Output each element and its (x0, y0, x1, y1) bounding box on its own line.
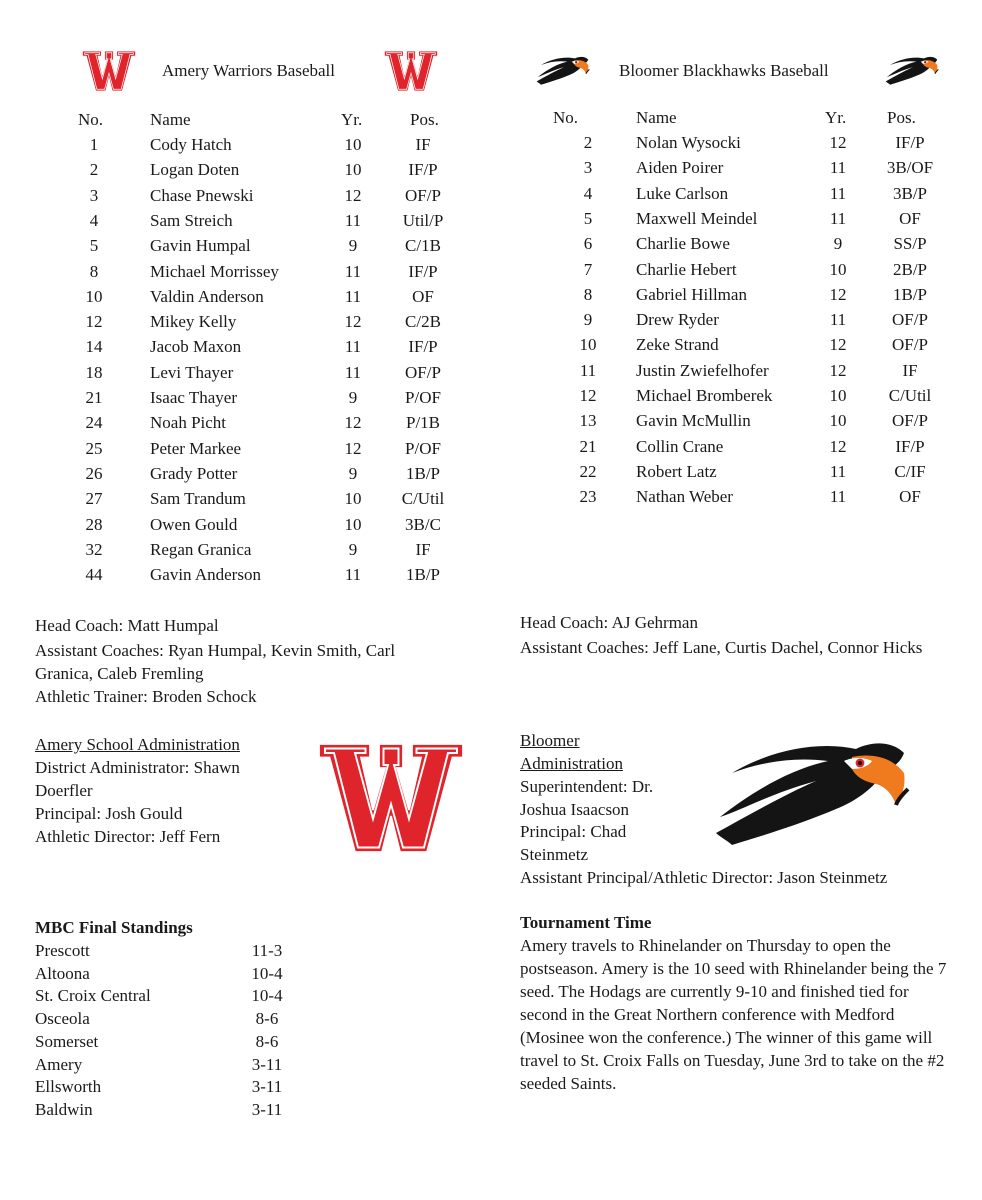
player-name: Charlie Hebert (636, 259, 737, 279)
player-year: 10 (829, 411, 847, 431)
col-name-header: Name (636, 108, 677, 127)
player-year: 12 (344, 438, 362, 458)
table-row (0, 360, 491, 385)
player-name: Levi Thayer (150, 362, 234, 382)
player-year: 10 (344, 160, 362, 180)
player-position: 1B/P (892, 284, 928, 304)
player-number: 12 (579, 386, 597, 405)
player-year: 11 (829, 158, 847, 178)
table-row (0, 309, 491, 334)
bloomer-assistant-coaches: Assistant Coaches: Jeff Lane, Curtis Dachel, Connor Hicks (520, 638, 923, 657)
player-number: 5 (583, 208, 593, 228)
player-year: 12 (344, 413, 362, 433)
table-row (491, 383, 982, 408)
player-name: Drew Ryder (636, 310, 719, 330)
player-position: IF/P (408, 261, 438, 281)
player-year: 11 (829, 487, 847, 507)
player-number: 8 (583, 284, 593, 304)
table-row (0, 284, 491, 309)
amery-roster-header (0, 107, 491, 132)
table-row (0, 233, 491, 258)
player-year: 11 (829, 208, 847, 228)
player-position: OF (412, 286, 434, 306)
player-number: 3 (583, 158, 593, 178)
table-row (0, 208, 491, 233)
table-row (0, 410, 491, 435)
standings-record: 10-4 (251, 986, 283, 1006)
player-number: 32 (85, 539, 103, 559)
amery-w-logo-icon (80, 50, 138, 92)
player-number: 6 (583, 234, 593, 254)
player-position: C/2B (405, 312, 441, 332)
player-year: 9 (348, 463, 358, 483)
player-year: 9 (348, 236, 358, 256)
player-name: Gavin Humpal (150, 236, 251, 256)
player-name: Noah Picht (150, 413, 227, 433)
table-row (35, 939, 335, 962)
amery-w-logo-icon-right (382, 50, 440, 92)
player-year: 12 (344, 312, 362, 332)
table-row (35, 962, 335, 985)
player-name: Grady Potter (150, 463, 238, 483)
player-year: 10 (344, 514, 362, 534)
player-number: 4 (89, 210, 99, 230)
blackhawk-logo-icon-right (881, 54, 943, 88)
player-position: SS/P (893, 234, 927, 254)
player-year: 11 (344, 565, 362, 585)
table-row (0, 461, 491, 486)
table-row (491, 408, 982, 433)
col-pos-header: Pos. (887, 108, 916, 127)
player-number: 14 (85, 337, 103, 357)
player-name: Maxwell Meindel (636, 208, 758, 228)
player-position: 2B/P (892, 259, 928, 279)
standings-team: Altoona (35, 963, 90, 983)
col-no-header: No. (553, 108, 579, 127)
player-name: Cody Hatch (150, 135, 232, 154)
bloomer-superintendent: Superintendent: Dr. Joshua Isaacson (520, 777, 654, 819)
player-position: OF/P (892, 411, 928, 431)
amery-principal: Principal: Josh Gould (35, 804, 183, 823)
player-name: Zeke Strand (636, 335, 719, 355)
player-number: 26 (85, 463, 103, 483)
player-name: Logan Doten (150, 160, 240, 180)
player-number: 2 (89, 160, 99, 180)
player-number: 4 (583, 183, 593, 203)
table-row (0, 562, 491, 587)
player-name: Nathan Weber (636, 487, 733, 507)
amery-admin-heading: Amery School Administration (35, 735, 240, 754)
player-position: C/IF (894, 461, 926, 481)
player-position: P/OF (405, 438, 441, 458)
bloomer-roster-table (491, 105, 982, 505)
player-year: 10 (344, 135, 362, 154)
table-row (0, 537, 491, 562)
standings-team: Amery (35, 1054, 83, 1074)
player-number: 10 (85, 286, 103, 306)
player-number: 5 (89, 236, 99, 256)
player-number: 10 (579, 335, 597, 355)
player-position: OF/P (405, 185, 441, 205)
player-name: Aiden Poirer (636, 158, 724, 178)
table-row (0, 334, 491, 359)
standings-table (35, 939, 335, 1129)
amery-district-admin: District Administrator: Shawn Doerfler (35, 758, 240, 800)
player-name: Robert Latz (636, 461, 717, 481)
player-name: Gavin McMullin (636, 411, 751, 431)
bloomer-title: Bloomer Blackhawks Baseball (619, 61, 829, 80)
table-row (491, 307, 982, 332)
col-pos-header: Pos. (410, 110, 439, 129)
table-row (35, 1098, 335, 1121)
table-row (491, 257, 982, 282)
amery-assistant-coaches: Assistant Coaches: Ryan Humpal, Kevin Smith, Carl Granica, Caleb Fremling (35, 641, 396, 683)
amery-title: Amery Warriors Baseball (162, 61, 335, 80)
player-year: 12 (344, 185, 362, 205)
player-year: 9 (833, 234, 843, 254)
player-number: 1 (89, 135, 99, 154)
standings-record: 11-3 (251, 941, 283, 960)
table-row (491, 181, 982, 206)
player-number: 9 (583, 310, 593, 330)
player-number: 13 (579, 411, 597, 431)
player-name: Jacob Maxon (150, 337, 242, 357)
player-position: IF/P (408, 337, 438, 357)
amery-athletic-director: Athletic Director: Jeff Fern (35, 827, 221, 846)
player-name: Sam Streich (150, 210, 233, 230)
player-number: 21 (579, 436, 597, 456)
player-position: 3B/C (405, 514, 441, 534)
standings-record: 8-6 (255, 1009, 279, 1029)
player-name: Chase Pnewski (150, 185, 254, 205)
player-position: OF/P (892, 310, 928, 330)
table-row (491, 459, 982, 484)
player-number: 25 (85, 438, 103, 458)
player-year: 11 (344, 286, 362, 306)
col-no-header: No. (78, 110, 104, 129)
table-row (491, 484, 982, 509)
table-row (491, 358, 982, 383)
player-position: IF (415, 135, 431, 154)
amery-athletic-trainer: Athletic Trainer: Broden Schock (35, 687, 257, 706)
player-name: Justin Zwiefelhofer (636, 360, 769, 380)
player-position: 3B/OF (886, 158, 934, 178)
standings-record: 8-6 (255, 1031, 279, 1051)
player-number: 11 (579, 360, 597, 380)
bloomer-admin-heading-line1: Bloomer (520, 731, 580, 750)
player-name: Regan Granica (150, 539, 252, 559)
player-number: 27 (85, 489, 103, 509)
player-number: 7 (583, 259, 593, 279)
player-position: OF/P (405, 362, 441, 382)
player-year: 12 (829, 335, 847, 355)
table-row (0, 512, 491, 537)
table-row (35, 1030, 335, 1053)
tournament-body: Amery travels to Rhinelander on Thursday to open the postseason. Amery is the 10 seed with Rhinelander being the 7 seed. The Hodags are currently 9-10 and finished tied for second in the Great Northern conference with Medford (Mosinee won the conference.) The winner of this game will travel to St. Croix Falls on Tuesday, June 3rd to take on the #2 seeded Saints. (520, 936, 947, 1093)
player-name: Sam Trandum (150, 489, 246, 509)
table-row (491, 231, 982, 256)
player-position: C/Util (401, 489, 445, 509)
player-name: Owen Gould (150, 514, 238, 534)
table-row (491, 332, 982, 357)
player-number: 12 (85, 312, 103, 332)
table-row (0, 132, 491, 157)
player-name: Valdin Anderson (150, 286, 264, 306)
player-year: 10 (344, 489, 362, 509)
blackhawk-logo-icon (532, 54, 594, 88)
player-number: 21 (85, 388, 103, 407)
player-name: Michael Bromberek (636, 386, 773, 405)
player-year: 12 (829, 133, 847, 152)
standings-team: Baldwin (35, 1099, 93, 1119)
standings-team: Somerset (35, 1031, 99, 1051)
player-year: 11 (829, 461, 847, 481)
player-number: 22 (579, 461, 597, 481)
player-position: P/OF (405, 388, 441, 407)
bloomer-principal: Principal: Chad Steinmetz (520, 822, 627, 864)
bloomer-admin-heading-line2: Administration (520, 754, 623, 773)
player-name: Nolan Wysocki (636, 133, 741, 152)
player-position: IF/P (895, 436, 925, 456)
amery-w-logo-large-icon (306, 741, 476, 855)
player-year: 11 (829, 310, 847, 330)
player-name: Peter Markee (150, 438, 242, 458)
table-row (491, 130, 982, 155)
table-row (35, 1007, 335, 1030)
player-name: Mikey Kelly (150, 312, 237, 332)
table-row (491, 206, 982, 231)
standings-record: 3-11 (251, 1077, 283, 1097)
bloomer-roster-header (491, 105, 982, 130)
table-row (35, 1053, 335, 1076)
standings-record: 10-4 (251, 963, 283, 983)
table-row (35, 1075, 335, 1098)
player-year: 11 (344, 210, 362, 230)
player-year: 9 (348, 388, 358, 407)
player-position: 1B/P (405, 463, 441, 483)
player-position: OF (899, 487, 921, 507)
player-number: 24 (85, 413, 103, 433)
table-row (0, 486, 491, 511)
player-name: Gavin Anderson (150, 565, 261, 585)
bloomer-head-coach: Head Coach: AJ Gehrman (520, 613, 698, 632)
player-position: P/1B (405, 413, 441, 433)
player-number: 28 (85, 514, 103, 534)
player-name: Gabriel Hillman (636, 284, 747, 304)
table-row (0, 385, 491, 410)
player-number: 23 (579, 487, 597, 507)
player-position: OF (899, 208, 921, 228)
player-number: 2 (583, 133, 593, 152)
table-row (0, 157, 491, 182)
player-year: 12 (829, 436, 847, 456)
standings-record: 3-11 (251, 1099, 283, 1119)
player-position: IF/P (408, 160, 438, 180)
player-name: Collin Crane (636, 436, 724, 456)
player-position: OF/P (892, 335, 928, 355)
table-row (0, 183, 491, 208)
table-row (0, 259, 491, 284)
standings-record: 3-11 (251, 1054, 283, 1074)
table-row (491, 155, 982, 180)
amery-head-coach: Head Coach: Matt Humpal (35, 616, 219, 635)
player-year: 10 (829, 386, 847, 405)
player-year: 12 (829, 360, 847, 380)
amery-roster-table (0, 107, 491, 587)
player-number: 8 (89, 261, 99, 281)
player-name: Charlie Bowe (636, 234, 730, 254)
player-number: 3 (89, 185, 99, 205)
table-row (0, 436, 491, 461)
player-year: 11 (344, 362, 362, 382)
player-year: 10 (829, 259, 847, 279)
col-yr-header: Yr. (825, 108, 847, 127)
standings-team: St. Croix Central (35, 986, 151, 1006)
standings-team: Ellsworth (35, 1077, 102, 1097)
standings-team: Prescott (35, 941, 90, 960)
blackhawk-logo-large-icon (712, 733, 912, 857)
player-name: Luke Carlson (636, 183, 729, 203)
col-name-header: Name (150, 110, 191, 129)
standings-title: MBC Final Standings (35, 918, 193, 937)
player-name: Isaac Thayer (150, 388, 237, 407)
player-name: Michael Morrissey (150, 261, 279, 281)
player-year: 9 (348, 539, 358, 559)
player-position: Util/P (402, 210, 444, 230)
table-row (491, 434, 982, 459)
player-number: 44 (85, 565, 103, 585)
player-position: IF (902, 360, 918, 380)
tournament-title: Tournament Time (520, 913, 652, 932)
col-yr-header: Yr. (341, 110, 363, 129)
player-position: IF/P (895, 133, 925, 152)
bloomer-ap-ad: Assistant Principal/Athletic Director: Jason Steinmetz (520, 868, 888, 887)
player-position: C/1B (405, 236, 441, 256)
player-position: 1B/P (405, 565, 441, 585)
standings-team: Osceola (35, 1009, 90, 1029)
player-number: 18 (85, 362, 103, 382)
player-position: 3B/P (892, 183, 928, 203)
player-year: 11 (829, 183, 847, 203)
player-position: IF (415, 539, 431, 559)
table-row (35, 984, 335, 1007)
table-row (491, 282, 982, 307)
player-position: C/Util (888, 386, 932, 405)
player-year: 11 (344, 261, 362, 281)
player-year: 11 (344, 337, 362, 357)
player-year: 12 (829, 284, 847, 304)
